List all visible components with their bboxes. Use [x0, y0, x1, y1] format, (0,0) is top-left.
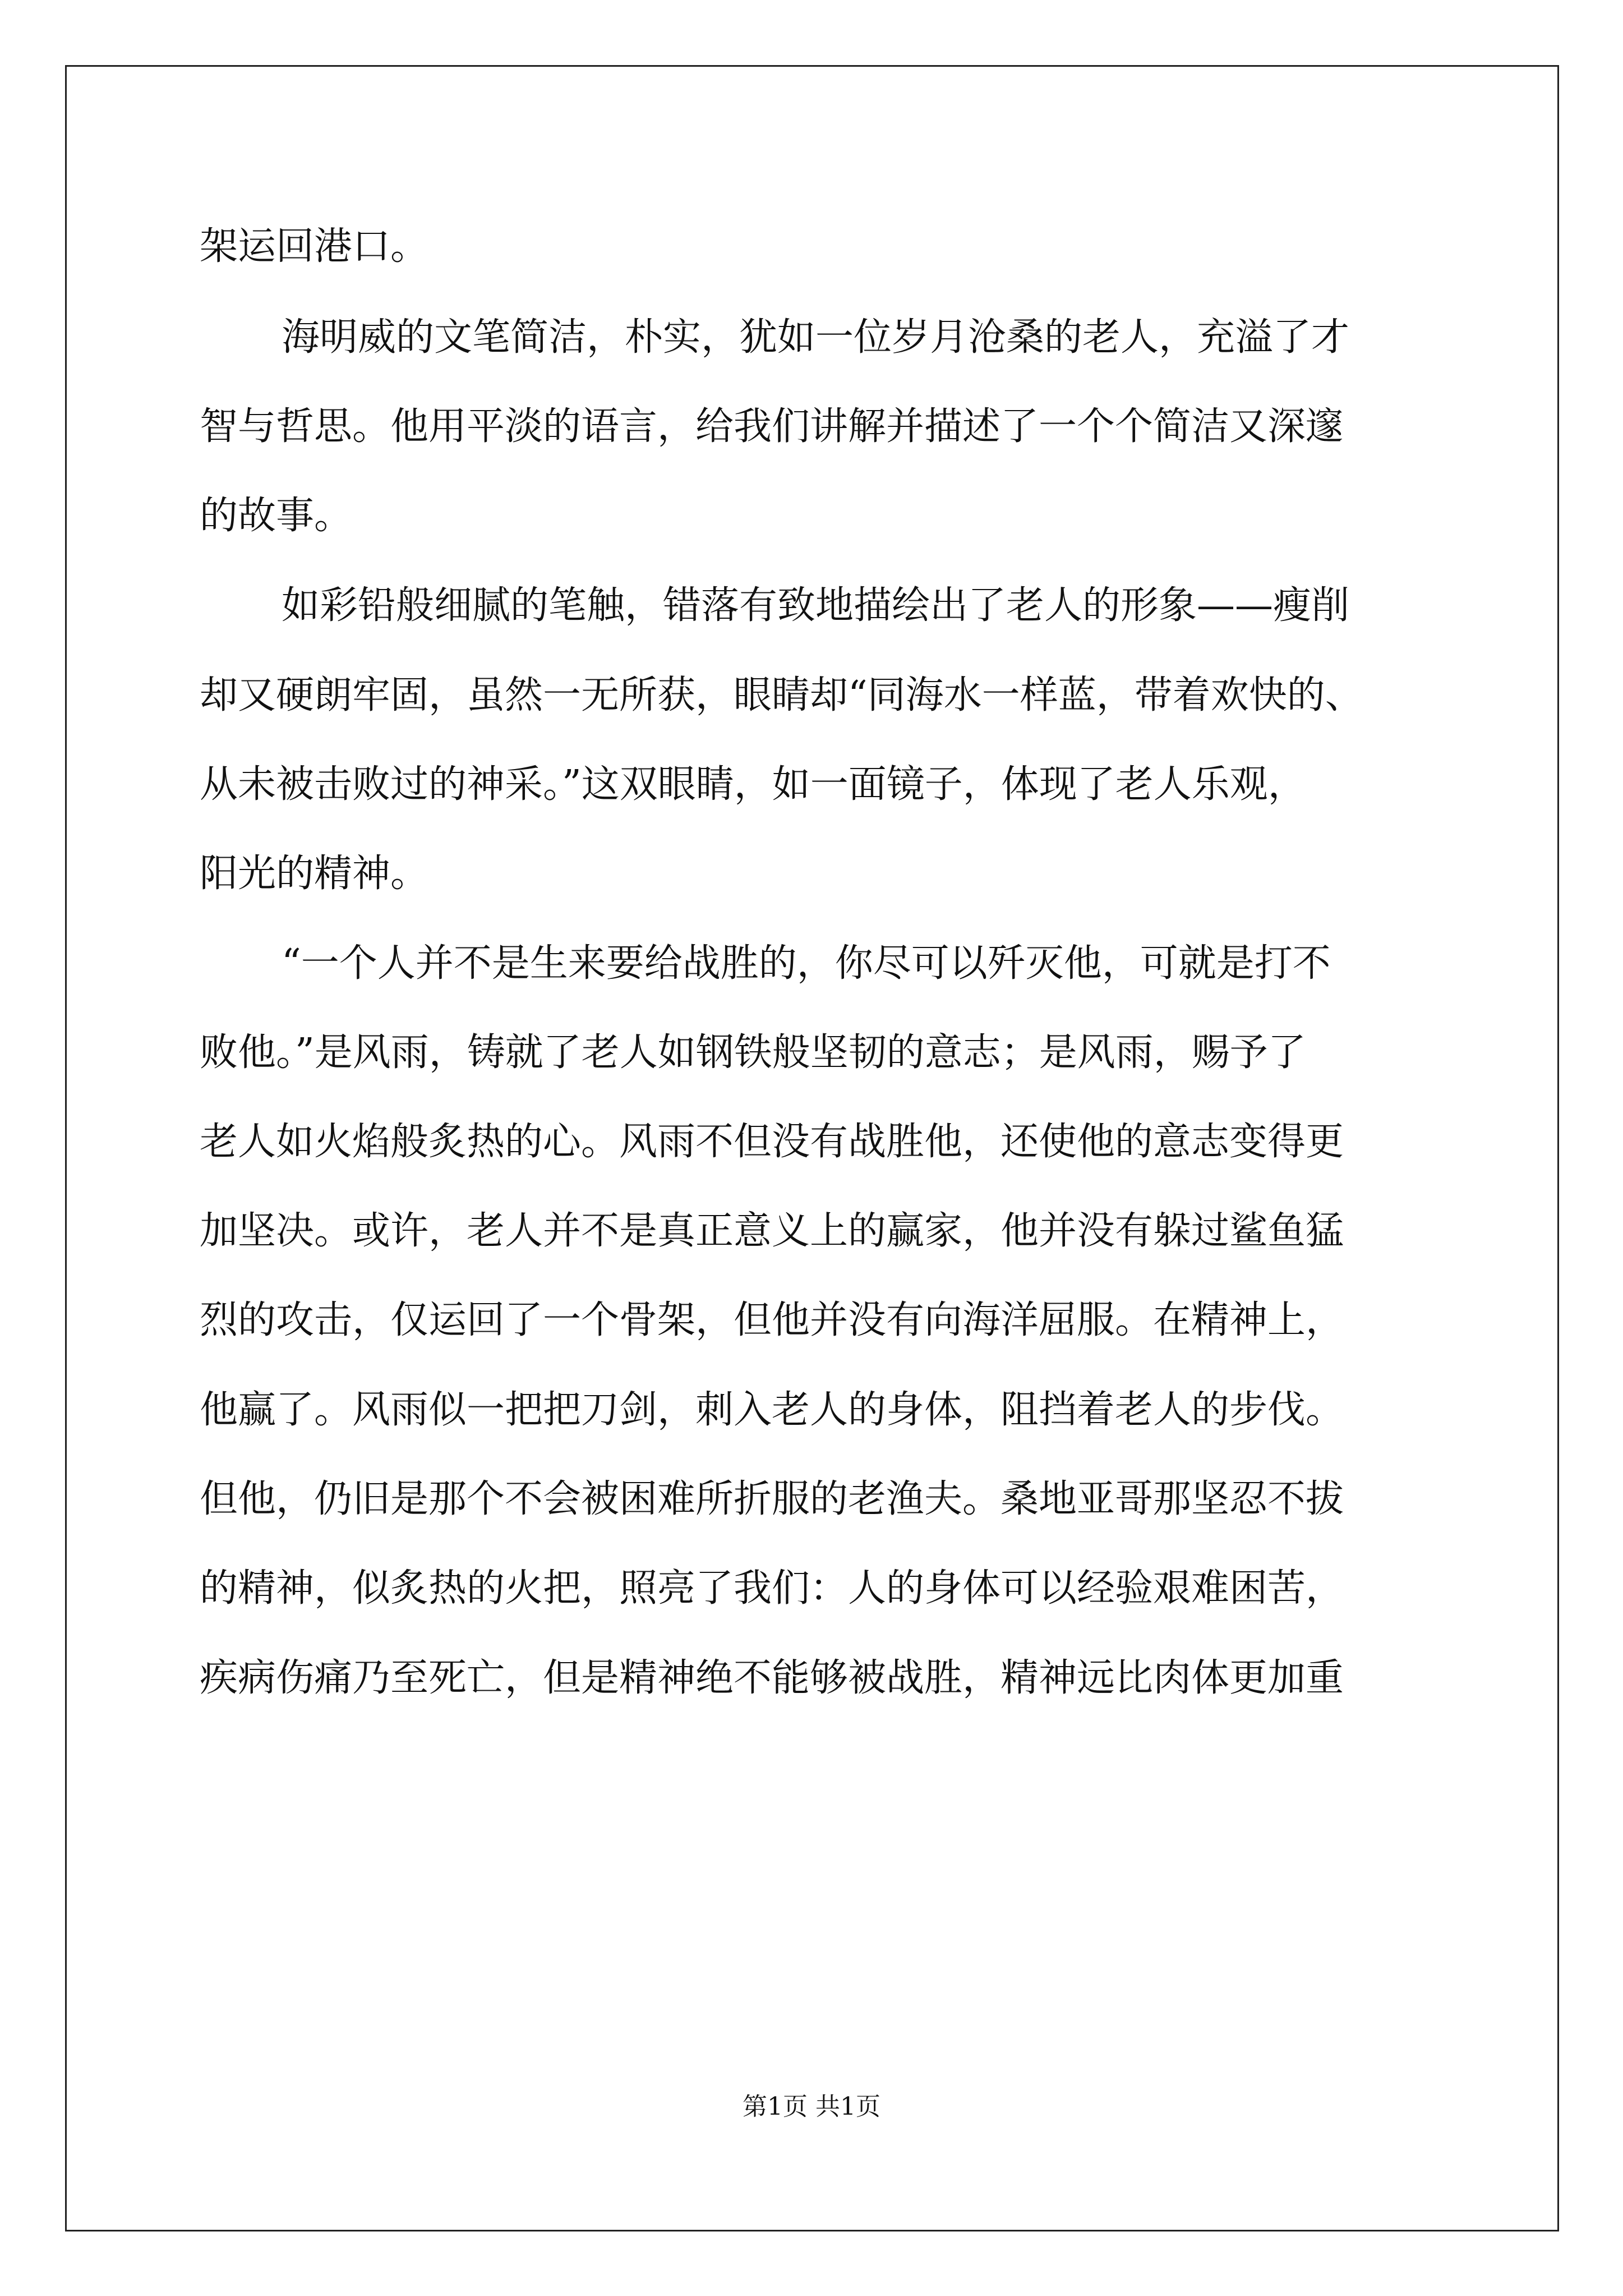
text-line: 从未被击败过的神采。”这双眼睛，如一面镜子，体现了老人乐观，	[200, 762, 1306, 807]
text-line: 加坚决。或许，老人并不是真正意义上的赢家，他并没有躲过鲨鱼猛	[200, 1209, 1344, 1253]
text-line: 败他。”是风雨，铸就了老人如钢铁般坚韧的意志；是风雨，赐予了	[200, 1030, 1306, 1075]
text-line: 阳光的精神。	[200, 852, 429, 896]
text-line: 但他，仍旧是那个不会被困难所折服的老渔夫。桑地亚哥那坚忍不拔	[200, 1477, 1344, 1521]
text-line: 海明威的文笔简洁，朴实，犹如一位岁月沧桑的老人，充溢了才	[282, 315, 1350, 360]
page-number: 第1页 共1页	[743, 2092, 880, 2121]
text-line: 智与哲思。他用平淡的语言，给我们讲解并描述了一个个简洁又深邃	[200, 404, 1344, 449]
text-line: 疾病伤痛乃至死亡，但是精神绝不能够被战胜，精神远比肉体更加重	[200, 1656, 1344, 1700]
text-line: 他赢了。风雨似一把把刀剑，刺入老人的身体，阻挡着老人的步伐。	[200, 1388, 1344, 1432]
text-line: 却又硬朗牢固，虽然一无所获，眼睛却“同海水一样蓝，带着欢快的、	[200, 673, 1363, 717]
text-line: 老人如火焰般炙热的心。风雨不但没有战胜他，还使他的意志变得更	[200, 1120, 1344, 1164]
text-line: 架运回港口。	[200, 224, 429, 269]
text-line: 的精神，似炙热的火把，照亮了我们：人的身体可以经验艰难困苦，	[200, 1566, 1344, 1611]
text-line: “一个人并不是生来要给战胜的，你尽可以歼灭他，可就是打不	[282, 941, 1331, 986]
text-line: 的故事。	[200, 494, 353, 538]
text-line: 如彩铅般细腻的笔触，错落有致地描绘出了老人的形象——瘦削	[282, 583, 1350, 628]
text-line: 烈的攻击，仅运回了一个骨架，但他并没有向海洋屈服。在精神上，	[200, 1298, 1344, 1342]
